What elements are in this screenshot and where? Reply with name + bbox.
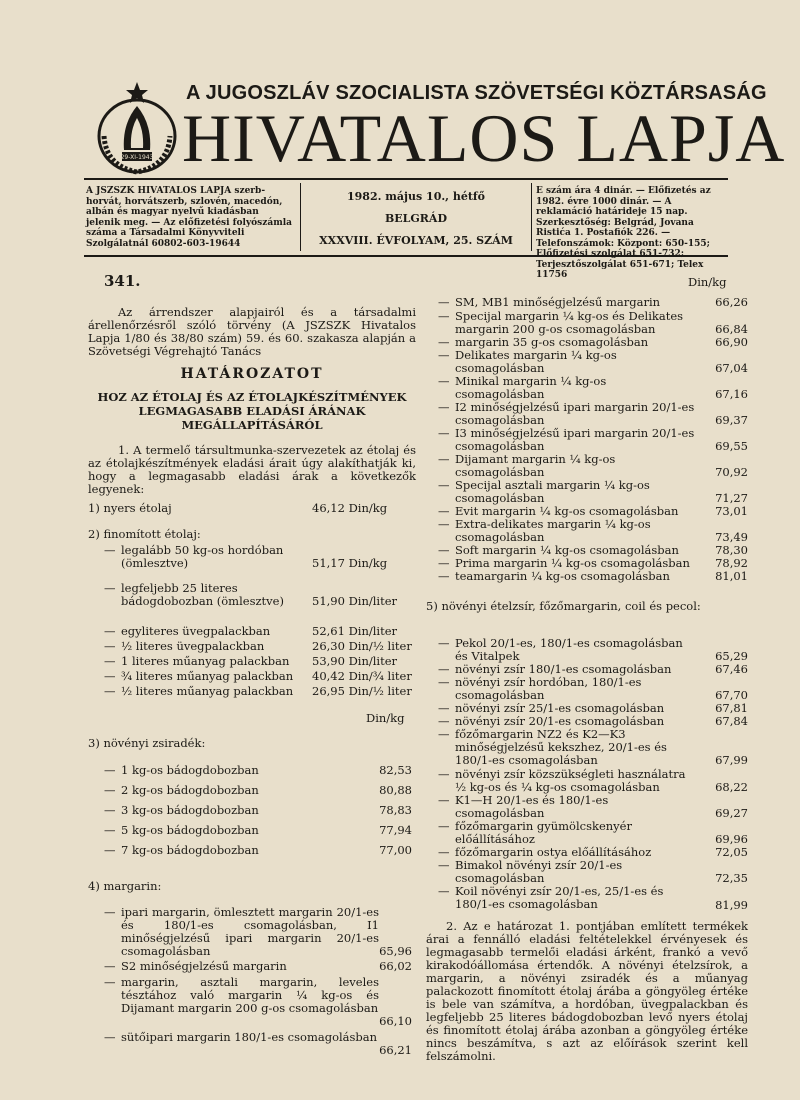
s2-value-3: 52,61 Din/liter [312, 624, 398, 638]
item-text: Pekol 20/1-es, 180/1-es csomagolásban és Vitalpek [455, 636, 683, 663]
item-value: 71,27 [715, 491, 748, 505]
list-item: — Bimakol növényi zsír 20/1-es csomagolásban 72,35 [438, 858, 748, 885]
item-value: 67,16 [715, 387, 748, 401]
item-text: ½ literes üvegpalackban [121, 639, 265, 653]
decree-number: 341. [104, 272, 141, 290]
list-item: — sütőipari margarin 180/1-es csomagolásban 66,21 [104, 1030, 412, 1057]
section-2-label: 2) finomított étolaj: [88, 527, 201, 541]
item-value: 67,84 [715, 714, 748, 728]
list-item: — legfeljebb 25 literes bádogdobozban (ömlesztve) [104, 582, 314, 608]
item-value: 78,83 [379, 803, 412, 817]
item-value: 72,35 [715, 871, 748, 885]
item-text: 1 kg-os bádogdobozban [121, 763, 259, 777]
section-1-value: 46,12 Din/kg [312, 501, 388, 515]
item-value: 68,22 [715, 780, 748, 794]
item-value: 77,00 [379, 843, 412, 857]
item-text: 3 kg-os bádogdobozban [121, 803, 259, 817]
item-value: 70,92 [715, 465, 748, 479]
item-text: ½ literes műanyag palackban [121, 684, 294, 698]
item-value: 69,37 [715, 413, 748, 427]
masthead-top-rule [84, 178, 728, 180]
section-1-label: 1) nyers étolaj [88, 501, 172, 515]
gazette-title: HIVATALOS LAPJA [182, 100, 786, 176]
item-text: Prima margarin ¼ kg-os csomagolásban [455, 556, 690, 570]
item-text: legfeljebb 25 literes bádogdobozban (ömlesztve) [121, 581, 284, 608]
item-text: Delikates margarin ¼ kg-os csomagolásban [455, 348, 617, 375]
section-5-label: 5) növényi ételzsír, főzőmargarin, coil és pecol: [426, 599, 701, 613]
item-text: főzőmargarin ostya előállításához [455, 845, 652, 859]
item-value: 81,01 [715, 569, 748, 583]
item-value: 66,02 [379, 959, 412, 973]
decree-paragraph-1: 1. A termelő társultmunka-szervezetek az étolaj és az étolajkészítmények eladási árait úgy alakíthatják ki, hogy a legmagasabb eladási árak a következők legyenek: [88, 443, 416, 496]
list-item: — Koil növényi zsír 20/1-es, 25/1-es és 180/1-es csomagolásban 81,99 [438, 884, 748, 912]
item-text: margarin, asztali margarin, leveles tésztához való margarin ¼ kg-os és Dijamant margarin 200 g-os csomagolásban [121, 975, 379, 1015]
list-item: — Minikal margarin ¼ kg-os csomagolásban 67,16 [438, 374, 748, 401]
list-item: — K1—H 20/1-es és 180/1-es csomagolásban 69,27 [438, 793, 748, 820]
s2-value-4: 26,30 Din/½ liter [312, 639, 412, 653]
item-text: 1 literes műanyag palackban [121, 654, 290, 668]
item-text: Bimakol növényi zsír 20/1-es csomagolásban [455, 858, 623, 885]
issue-place: BELGRÁD [384, 212, 448, 225]
item-value: 78,92 [715, 556, 748, 570]
issue-date: 1982. május 10., hétfő [347, 190, 485, 203]
item-text: margarin 35 g-os csomagolásban [455, 335, 649, 349]
list-item: — Specijal asztali margarin ¼ kg-os csomagolásban 71,27 [438, 478, 748, 505]
item-text: Specijal margarin ¼ kg-os és Delikates margarin 200 g-os csomagolásban [455, 309, 684, 336]
item-text: teamargarin ¼ kg-os csomagolásban [455, 569, 670, 583]
item-text: növényi zsír közszükségleti használatra ½ kg-os és ¼ kg-os csomagolásban [455, 767, 686, 794]
item-text: Evit margarin ¼ kg-os csomagolásban [455, 504, 679, 518]
item-value: 66,26 [715, 295, 748, 309]
list-item: — legalább 50 kg-os hordóban (ömlesztve) [104, 544, 314, 570]
section-3-label: 3) növényi zsiradék: [88, 736, 206, 750]
item-text: K1—H 20/1-es és 180/1-es csomagolásban [455, 793, 609, 820]
item-value: 72,05 [715, 845, 748, 859]
subscription-info-right: E szám ára 4 dinár. — Előfizetés az 1982. évre 1000 dinár. — A reklamáció határideje 15 nap. Szerkesztőség: Belgrád, Jovana Ristića 1. Postafiók 226. — Telefonszámok: Központ: 650-155; Előfizetési szolgálat 651-732; Terjesztőszolgálat 651-671; Telex 11756 [536, 186, 711, 280]
item-text: 2 kg-os bádogdobozban [121, 783, 259, 797]
emblem-date: 29-XI-1943 [120, 154, 154, 161]
item-text: legalább 50 kg-os hordóban (ömlesztve) [121, 543, 284, 570]
list-item: — Dijamant margarin ¼ kg-os csomagolásban 70,92 [438, 452, 748, 479]
list-item: — Delikates margarin ¼ kg-os csomagolásban 67,04 [438, 348, 748, 375]
list-item: — ipari margarin, ömlesztett margarin 20/1-es és 180/1-es csomagolásban, I1 minőségjelzésű ipari margarin 20/1-es csomagolásban 65,96 [104, 905, 412, 958]
section-4-label: 4) margarin: [88, 879, 162, 893]
right-unit-header: Din/kg [688, 275, 727, 289]
item-text: SM, MB1 minőségjelzésű margarin [455, 295, 661, 309]
item-value: 67,70 [715, 688, 748, 702]
s2-value-5: 53,90 Din/liter [312, 654, 398, 668]
list-item: — növényi zsír közszükségleti használatra ½ kg-os és ¼ kg-os csomagolásban 68,22 [438, 767, 748, 794]
list-item: — margarin, asztali margarin, leveles tésztához való margarin ¼ kg-os és Dijamant margarin 200 g-os csomagolásban 66,10 [104, 975, 412, 1028]
item-value: 77,94 [379, 823, 412, 837]
item-value: 69,27 [715, 806, 748, 820]
item-value: 66,84 [715, 322, 748, 336]
republic-title: A JUGOSZLÁV SZOCIALISTA SZÖVETSÉGI KÖZTÁRSASÁG [186, 82, 767, 104]
masthead-divider-left [300, 183, 301, 251]
item-text: I2 minőségjelzésű ipari margarin 20/1-es csomagolásban [455, 400, 695, 427]
s2-value-6: 40,42 Din/¾ liter [312, 669, 412, 683]
item-text: növényi zsír 20/1-es csomagolásban [455, 714, 665, 728]
item-text: ipari margarin, ömlesztett margarin 20/1-es és 180/1-es csomagolásban, I1 minőségjelzésű ipari margarin 20/1-es csomagolásban [121, 905, 379, 958]
item-value: 69,96 [715, 832, 748, 846]
item-text: 5 kg-os bádogdobozban [121, 823, 259, 837]
item-text: S2 minőségjelzésű margarin [121, 959, 287, 973]
item-value: 67,04 [715, 361, 748, 375]
decree-heading: HATÁROZATOT [180, 366, 324, 382]
item-text: Dijamant margarin ¼ kg-os csomagolásban [455, 452, 616, 479]
item-value: 65,29 [715, 649, 748, 663]
item-value: 67,81 [715, 701, 748, 715]
item-value: 78,30 [715, 543, 748, 557]
item-text: Koil növényi zsír 20/1-es, 25/1-es és 180/1-es csomagolásban [455, 884, 664, 911]
s2-value-1: 51,17 Din/kg [312, 556, 388, 570]
list-item: — főzőmargarin NZ2 és K2—K3 minőségjelzésű kekszhez, 20/1-es és 180/1-es csomagolásban 67,99 [438, 727, 748, 767]
item-value: 81,99 [715, 898, 748, 912]
list-item: — főzőmargarin gyümölcskenyér előállításához 69,96 [438, 819, 748, 846]
item-value: 82,53 [379, 763, 412, 777]
item-value: 67,46 [715, 662, 748, 676]
item-value: 66,21 [379, 1043, 412, 1057]
state-emblem-icon [94, 80, 180, 176]
item-text: növényi zsír 180/1-es csomagolásban [455, 662, 672, 676]
margarine-list: — SM, MB1 minőségjelzésű margarin 66,26 — Specijal margarin ¼ kg-os és Delikates margarin 200 g-os csomagolásban 66,84 — margarin 35 g-os csomagolásban 66,90 — Delikates margarin ¼ kg-os csomagolásban 67,04 — Minikal margarin ¼ kg-os csomagolásban 67,16 — I2 minőségjelzésű ipari margarin 20/1-es csomagolásban 69,37 — I3 minőségjelzésű ipari margarin 20/1-es csomagolásban 69,55 — Dijamant margarin ¼ kg-os csomagolásban 70,92 — Specijal asztali margarin ¼ kg-os csomagolásban 71,27 — Evit margarin ¼ kg-os csomagolásban 73,01 — Extra-delikates margarin ¼ kg-os csomagolásban 73,49 — Soft margarin ¼ kg-os csomagolásban 78,30 [438, 295, 748, 557]
item-text: Soft margarin ¼ kg-os csomagolásban [455, 543, 679, 557]
list-item: — Pekol 20/1-es, 180/1-es csomagolásban és Vitalpek 65,29 [438, 636, 748, 663]
subscription-info-left: A JSZSZK HIVATALOS LAPJA szerb-horvát, horvátszerb, szlovén, macedón, albán és magyar nyelvű kiadásban jelenik meg. — Az előfizetési folyószámla száma a Társadalmi Könyvviteli Szolgálatnál 60802-603-19644 [86, 186, 292, 249]
item-text: I3 minőségjelzésű ipari margarin 20/1-es csomagolásban [455, 426, 695, 453]
list-item: — I2 minőségjelzésű ipari margarin 20/1-es csomagolásban 69,37 [438, 400, 748, 427]
item-text: 7 kg-os bádogdobozban [121, 843, 259, 857]
list-item: — Extra-delikates margarin ¼ kg-os csomagolásban 73,49 [438, 517, 748, 544]
item-text: egyliteres üvegpalackban [121, 624, 271, 638]
item-text: ¾ literes műanyag palackban [121, 669, 294, 683]
item-text: Minikal margarin ¼ kg-os csomagolásban [455, 374, 607, 401]
decree-paragraph-2: 2. Az e határozat 1. pontjában említett termékek árai a fennálló eladási feltételekkel érvényesek és legmagasabb termelői eladási árként, frankó a vevő kirakodóállomása értendők. A növényi ételzsírok, a margarin, a növényi zsiradék és a műanyag palackozott finomított étolaj árába a göngyöleg értéke is bele van számítva, a hordóban, üvegpalackban és legfeljebb 25 literes bádogdobozban levő nyers étolaj és finomított étolaj árába azonban a göngyöleg értéke nincs beszámítva, s azt az előírások szerint kell felszámolni. [426, 919, 748, 1063]
item-value: 66,90 [715, 335, 748, 349]
gazette-page: 29-XI-1943 A JUGOSZLÁV SZOCIALISTA SZÖVETSÉGI KÖZTÁRSASÁG HIVATALOS LAPJA A JSZSZK HIVATALOS LAPJA szerb-horvát, horvátszerb, szlovén, macedón, albán és magyar nyelvű kiadásban jelenik meg. — Az előfizetési folyószámla száma a Társadalmi Könyvviteli Szolgálatnál 60802-603-19644 1982. május 10., hétfő BELGRÁD XXXVIII. ÉVFOLYAM, 25. SZÁM E szám ára 4 dinár. — Előfizetés az 1982. évre 1000 dinár. — A reklamáció határideje 15 nap. Szerkesztőség: Belgrád, Jovana Ristića 1. Postafiók 226. — Telefonszámok: Központ: 650-155; Előfizetési szolgálat 651-732; Terjesztőszolgálat 651-671; Telex 11756 341. Az árrendszer alapjairól és a társadalmi árellenőrzésről szóló törvény (A JSZSZK Hivatalos Lapja 1/80 és 38/80 szám) 59. és 60. szakasza alapján a Szövetségi Végrehajtó Tanács HATÁROZATOT HOZ AZ ÉTOLAJ ÉS AZ ÉTOLAJKÉSZÍTMÉNYEK LEGMAGASABB ELADÁSI ÁRÁNAK MEGÁLLAPÍTÁSÁRÓL 1. A termelő társultmunka-szervezetek az étolaj és az étolajkészítmények eladási árait úgy alakíthatják ki, hogy a legmagasabb eladási árak a következők legyenek: 1) nyers étolaj 46,12 Din/kg 2) finomított étolaj: — legalább 50 kg-os hordóban (ömlesztve) — legfeljebb 25 literes bádogdobozban (ömlesztve) — egyliteres üvegpalackban — ½ literes üvegpalackban — 1 literes műanyag palackban — ¾ literes műanyag palackban — ½ literes műanyag palackban 51,17 Din/kg 51,90 Din/liter 52,61 Din/liter 26,30 Din/½ liter 53,90 Din/liter 40,42 Din/¾ liter 26,95 Din/½ liter Din/kg 3) növényi zsiradék: — 1 kg-os bádogdobozban 82,53 — 2 kg-os bádogdobozban 80,88 — 3 kg-os bádogdobozban 78,83 — 5 kg-os bádogdobozban 77,94 — 7 kg-os bádogdobozban 77,00 4) margarin: — ipari margarin, ömlesztett margarin 20/1-es és 180/1-es csomagolásban, I1 minőségjelzésű ipari margarin 20/1-es csomagolásban 65,96 — S2 minőségjelzésű margarin 66,02 — margarin, asztali margarin, leveles tésztához való margarin ¼ kg-os és Dijamant margarin 200 g-os csomagolásban 66,10 — sütőipari margarin 180/1-es csomagolásban 66,21 Din/kg — SM, MB1 minőségjelzésű margarin 66,26 — Specijal margarin ¼ kg-os és Delikates margarin 200 g-os csomagolásban 66,84 — margarin 35 g-os csomagolásban 66,90 — Delikates margarin ¼ kg-os csomagolásban 67,04 — Minikal margarin ¼ kg-os csomagolásban 67,16 — I2 minőségjelzésű ipari margarin 20/1-es csomagolásban 69,37 — I3 minőségjelzésű ipari margarin 20/1-es csomagolásban 69,55 — Dijamant margarin ¼ kg-os csomagolásban 70,92 — Specijal asztali margarin ¼ kg-os csomagolásban 71,27 — Evit margarin ¼ kg-os csomagolásban 73,01 — Extra-delikates margarin ¼ kg-os csomagolásban 73,49 — Soft margarin ¼ kg-os csomagolásban 78,30 — Prima margarin ¼ kg-os csomagolásban 78,92 — teamargarin ¼ kg-os csomagolásban 81,01 5) növényi ételzsír, főzőmargarin, coil és pecol: — Pekol 20/1-es, 180/1-es csomagolásban és Vitalpek 65,29 — növényi zsír 180/1-es csomagolásban 67,46 — növényi zsír hordóban, 180/1-es csomagolásban 67,70 — növényi zsír 25/1-es csomagolásban 67,81 — növényi zsír 20/1-es csomagolásban 67,84 — főzőmargarin NZ2 és K2—K3 minőségjelzésű kekszhez, 20/1-es és 180/1-es csomagolásban 67,99 — növényi zsír közszükségleti használatra ½ kg-os és ¼ kg-os csomagolásban 68,22 — K1—H 20/1-es és 180/1-es csomagolásban 69,27 — főzőmargarin gyümölcskenyér előállításához 69,96 — főzőmargarin ostya előállításához 72,05 — Bimakol növényi zsír 20/1-es csomagolásban 72,35 — Koil növényi zsír 20/1-es, 25/1-es és 180/1-es csomagolásban 81,99 2. Az e határozat 1. pontjában említett termékek árai a fennálló eladási feltételekkel érvényesek és legmagasabb termelői eladási árként, frankó a vevő kirakodóállomása értendők. A növényi ételzsírok, a margarin, a növényi zsiradék és a műanyag palackozott finomított étolaj árába a göngyöleg értéke is bele van számítva, a hordóban, üvegpalackban és legfeljebb 25 literes bádogdobozban levő nyers étolaj és finomított étolaj árába azonban a göngyöleg értéke nincs beszámítva, s azt az előírások szerint kell felszámolni. [86, 82, 786, 1063]
item-text: sütőipari margarin 180/1-es csomagolásban [121, 1030, 378, 1044]
item-value: 66,10 [379, 1014, 412, 1028]
s2-value-7: 26,95 Din/½ liter [312, 684, 412, 698]
list-item: — növényi zsír hordóban, 180/1-es csomagolásban 67,70 [438, 675, 748, 702]
item-value: 73,01 [715, 504, 748, 518]
item-value: 73,49 [715, 530, 748, 544]
left-unit-header: Din/kg [366, 711, 405, 725]
item-text: Extra-delikates margarin ¼ kg-os csomagolásban [455, 517, 651, 544]
list-item: — Specijal margarin ¼ kg-os és Delikates margarin 200 g-os csomagolásban 66,84 [438, 309, 748, 336]
decree-intro: Az árrendszer alapjairól és a társadalmi árellenőrzésről szóló törvény (A JSZSZK Hivatalos Lapja 1/80 és 38/80 szám) 59. és 60. szakasza alapján a Szövetségi Végrehajtó Tanács [88, 305, 416, 358]
item-value: 69,55 [715, 439, 748, 453]
item-text: főzőmargarin NZ2 és K2—K3 minőségjelzésű kekszhez, 20/1-es és 180/1-es csomagolásban [455, 727, 667, 767]
decree-subheading: HOZ AZ ÉTOLAJ ÉS AZ ÉTOLAJKÉSZÍTMÉNYEK LEGMAGASABB ELADÁSI ÁRÁNAK MEGÁLLAPÍTÁSÁRÓL [97, 390, 407, 432]
item-text: növényi zsír hordóban, 180/1-es csomagolásban [455, 675, 642, 702]
item-text: főzőmargarin gyümölcskenyér előállításához [455, 819, 632, 846]
issue-volume: XXXVIII. ÉVFOLYAM, 25. SZÁM [319, 234, 513, 247]
item-value: 65,96 [379, 944, 412, 958]
item-text: növényi zsír 25/1-es csomagolásban [455, 701, 665, 715]
masthead-divider-right [531, 183, 532, 251]
s2-value-2: 51,90 Din/liter [312, 594, 398, 608]
list-item: — I3 minőségjelzésű ipari margarin 20/1-es csomagolásban 69,55 [438, 426, 748, 453]
item-text: Specijal asztali margarin ¼ kg-os csomagolásban [455, 478, 650, 505]
item-value: 67,99 [715, 753, 748, 767]
item-value: 80,88 [379, 783, 412, 797]
